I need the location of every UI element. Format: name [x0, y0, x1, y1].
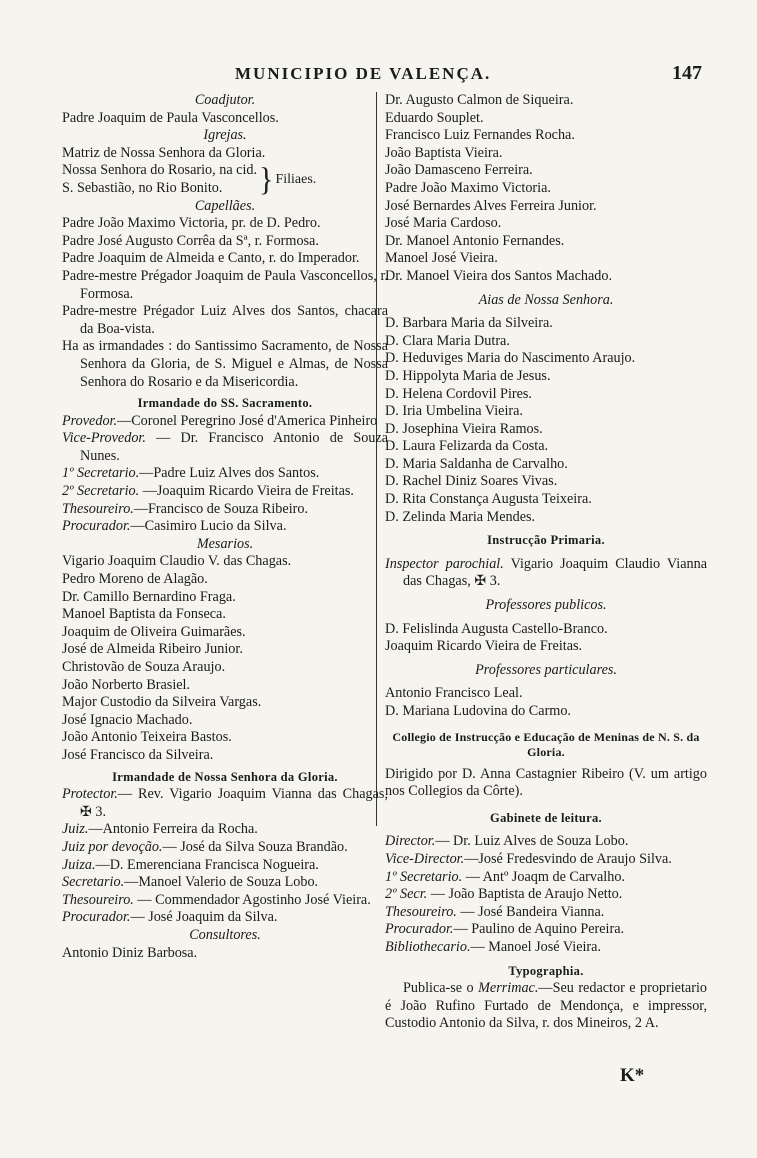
collegio-heading: Collegio de Instrucção e Educação de Meninas de N. S. da Gloria.	[392, 729, 700, 759]
irmandade-ss-entry	[62, 501, 388, 519]
gabinete-entry	[385, 869, 707, 887]
member-name: — Paulino de Aquino Pereira.	[453, 921, 625, 938]
collegio-text: Dirigido por D. Anna Castagnier Ribeiro (V. um artigo nos Collegios da Côrte).	[385, 765, 707, 800]
professor-item: D. Felislinda Augusta Castello-Branco.	[385, 620, 608, 637]
member-name: —Joaquim Ricardo Vieira de Freitas.	[139, 483, 354, 500]
member-name: —José Fredesvindo de Araujo Silva.	[464, 850, 672, 867]
instrucao-heading: Instrucção Primaria.	[487, 533, 605, 548]
member-name: —Francisco de Souza Ribeiro.	[133, 500, 309, 517]
coadjutor-name: Padre Joaquim de Paula Vasconcellos.	[62, 109, 279, 126]
mesario-item: Dr. Camillo Bernardino Fraga.	[62, 588, 236, 605]
role-label: 1º Secretario.	[385, 868, 463, 885]
typographia-text	[385, 980, 707, 1033]
member-name: — Antº Joaqm de Carvalho.	[462, 868, 625, 885]
consultor-item: Manoel José Vieira.	[385, 250, 498, 267]
irmandade-gloria-entry	[62, 839, 388, 857]
member-name: — Manoel José Vieira.	[470, 938, 602, 955]
member-name: —D. Emerenciana Francisca Nogueira.	[95, 856, 319, 873]
role-label: 2º Secr.	[385, 886, 428, 903]
consultor-item: José Bernardes Alves Ferreira Junior.	[385, 197, 597, 214]
consultor-item: Dr. Augusto Calmon de Siqueira.	[385, 92, 574, 108]
mesario-item: José de Almeida Ribeiro Junior.	[62, 641, 243, 658]
aia-item: D. Josephina Vieira Ramos.	[385, 420, 543, 437]
mesario-item: Pedro Moreno de Alagão.	[62, 571, 208, 588]
role-label: 1º Secretario.	[62, 465, 140, 482]
mesario-item: João Norberto Brasiel.	[62, 676, 191, 693]
aia-item: D. Heduviges Maria do Nascimento Araujo.	[385, 350, 636, 367]
right-column	[385, 92, 707, 1033]
role-label: Provedor.	[62, 412, 118, 429]
aia-item: D. Rachel Diniz Soares Vivas.	[385, 473, 558, 490]
prof-publicos-heading: Professores publicos.	[485, 597, 607, 614]
member-name: —Casimiro Lucio da Silva.	[130, 518, 287, 535]
gabinete-entry	[385, 921, 707, 939]
igreja-matriz: Matriz de Nossa Senhora da Gloria.	[62, 144, 266, 161]
capellao-item: Padre Joaquim de Almeida e Canto, r. do Imperador.	[62, 250, 360, 267]
role-label: Procurador.	[62, 518, 131, 535]
aia-item: D. Laura Felizarda da Costa.	[385, 438, 549, 455]
member-name: — Dr. Luiz Alves de Souza Lobo.	[435, 833, 629, 850]
capellaes-heading: Capellães.	[194, 197, 256, 214]
irmandade-ss-entry	[62, 465, 388, 483]
left-column	[62, 92, 388, 962]
member-name: — José Bandeira Vianna.	[456, 903, 605, 920]
consultor-item: Dr. Manoel Antonio Fernandes.	[385, 232, 565, 249]
role-label: Inspector parochial.	[385, 555, 504, 572]
mesario-item: Christovão de Souza Araujo.	[62, 659, 226, 675]
role-label: Thesoureiro.	[62, 891, 134, 908]
capellao-item: Padre-mestre Prégador Joaquim de Paula Vasconcellos, r. Formosa.	[62, 267, 388, 302]
aia-item: D. Hippolyta Maria de Jesus.	[385, 367, 551, 384]
member-name: — João Baptista de Araujo Netto.	[427, 886, 623, 903]
gabinete-entry	[385, 886, 707, 904]
gabinete-entry	[385, 939, 707, 957]
mesarios-heading: Mesarios.	[196, 535, 254, 552]
page-title: MUNICIPIO DE VALENÇA.	[235, 64, 492, 83]
member-name: — Dr. Francisco Antonio de Souza Nunes.	[80, 430, 388, 464]
coadjutor-heading: Coadjutor.	[194, 92, 256, 108]
brace-icon: }	[259, 161, 274, 198]
aia-item: D. Iria Umbelina Vieira.	[385, 403, 523, 420]
irmandade-gloria-entry	[62, 892, 388, 910]
filiaes-label: Filiaes.	[275, 172, 317, 188]
aia-item: D. Rita Constança Augusta Teixeira.	[385, 491, 592, 508]
gabinete-entry	[385, 904, 707, 922]
role-label: Secretario.	[62, 874, 125, 891]
igrejas-heading: Igrejas.	[203, 127, 247, 144]
aia-item: D. Barbara Maria da Silveira.	[385, 315, 553, 332]
irmandade-gloria-entry	[62, 786, 388, 821]
irmandade-ss-entry	[62, 413, 388, 431]
role-label: Vice-Director.	[385, 850, 465, 867]
aia-item: D. Clara Maria Dutra.	[385, 332, 510, 349]
role-label: Procurador.	[62, 909, 131, 926]
member-name: —Coronel Peregrino José d'America Pinheiro	[117, 412, 378, 429]
irmandade-ss-entry	[62, 518, 388, 536]
mesario-item: José Ignacio Machado.	[62, 711, 193, 728]
consultor-item: Eduardo Souplet.	[385, 109, 484, 126]
typographia-post: —Seu redactor e proprietario é João Rufino Furtado de Mendonça, e impressor, Custodio Antonio da Silva, r. dos Mineiros, 2 A.	[385, 980, 707, 1032]
consultor-item: Padre João Maximo Victoria.	[385, 179, 551, 196]
filiaes-group	[62, 162, 388, 197]
page-number: 147	[672, 62, 702, 84]
member-name: —Manoel Valerio de Souza Lobo.	[124, 874, 319, 891]
igreja-sebastiao: S. Sebastião, no Rio Bonito.	[62, 179, 223, 196]
irmandade-gloria-entry	[62, 857, 388, 875]
irmandade-gloria-entry	[62, 909, 388, 927]
newspaper-name: Merrimac.	[478, 980, 539, 997]
consultor-item: José Maria Cardoso.	[385, 215, 502, 232]
aias-heading: Aias de Nossa Senhora.	[478, 291, 614, 308]
consultor-item: João Baptista Vieira.	[385, 144, 503, 161]
role-label: Thesoureiro.	[62, 500, 134, 517]
member-name: —Antonio Ferreira da Rocha.	[88, 821, 258, 838]
role-label: Juiza.	[62, 856, 96, 873]
role-label: Protector.	[62, 786, 118, 803]
capellao-item: Padre João Maximo Victoria, pr. de D. Pedro.	[62, 215, 321, 232]
role-label: 2º Secretario.	[62, 483, 140, 500]
consultor-item: Antonio Diniz Barbosa.	[62, 944, 198, 961]
mesario-item: Vigario Joaquim Claudio V. das Chagas.	[62, 553, 292, 570]
mesario-item: Joaquim de Oliveira Guimarães.	[62, 623, 246, 640]
gabinete-entry	[385, 833, 707, 851]
professor-item: D. Mariana Ludovina do Carmo.	[385, 703, 571, 719]
irmandade-ss-heading: Irmandade do SS. Sacramento.	[137, 396, 313, 411]
consultor-item: Dr. Manoel Vieira dos Santos Machado.	[385, 267, 613, 284]
consultor-item: João Damasceno Ferreira.	[385, 162, 533, 179]
role-label: Vice-Provedor.	[62, 430, 146, 447]
irmandade-ss-entry	[62, 430, 388, 465]
mesario-item: Major Custodio da Silveira Vargas.	[62, 694, 262, 711]
capellao-item: Padre-mestre Prégador Luiz Alves dos Santos, chacara da Boa-vista.	[62, 303, 388, 337]
page-header	[0, 60, 757, 90]
professor-item: Antonio Francisco Leal.	[385, 685, 523, 702]
mesario-item: João Antonio Teixeira Bastos.	[62, 729, 232, 746]
prof-particulares-heading: Professores particulares.	[475, 661, 617, 678]
irmandade-gloria-entry	[62, 874, 388, 892]
consultor-item: Francisco Luiz Fernandes Rocha.	[385, 127, 575, 144]
irmandade-gloria-heading: Irmandade de Nossa Senhora da Gloria.	[112, 769, 338, 784]
signature-mark: K*	[620, 1065, 645, 1086]
role-label: Juiz.	[62, 821, 89, 838]
aia-item: D. Helena Cordovil Pires.	[385, 385, 532, 402]
professor-item: Joaquim Ricardo Vieira de Freitas.	[385, 638, 583, 655]
typographia-pre: Publica-se o	[403, 980, 479, 997]
member-name: — Commendador Agostinho José Vieira.	[133, 891, 371, 908]
role-label: Director.	[385, 833, 436, 850]
member-name: —Padre Luiz Alves dos Santos.	[139, 465, 320, 482]
member-name: — José Joaquim da Silva.	[130, 909, 278, 926]
consultores-heading: Consultores.	[189, 926, 261, 943]
typographia-heading: Typographia.	[508, 963, 584, 978]
member-name: — José da Silva Souza Brandão.	[162, 838, 348, 855]
gabinete-entry	[385, 851, 707, 869]
inspector-entry	[385, 556, 707, 591]
aia-item: D. Maria Saldanha de Carvalho.	[385, 455, 568, 472]
role-label: Thesoureiro.	[385, 903, 457, 920]
irmandade-ss-entry	[62, 483, 388, 501]
mesario-item: Manoel Baptista da Fonseca.	[62, 606, 226, 623]
gabinete-heading: Gabinete de leitura.	[490, 810, 602, 825]
member-name: — Rev. Vigario Joaquim Vianna das Chagas, ✠ 3.	[80, 786, 388, 820]
role-label: Procurador.	[385, 921, 454, 938]
role-label: Juiz por devoção.	[62, 838, 163, 855]
irmandades-note: Ha as irmandades : do Santissimo Sacramento, de Nossa Senhora da Gloria, de S. Miguel e Almas, de Nossa Senhora do Rosario e da Misericordia.	[62, 338, 388, 390]
aia-item: D. Zelinda Maria Mendes.	[385, 508, 536, 525]
mesario-item: José Francisco da Silveira.	[62, 746, 214, 763]
role-label: Bibliothecario.	[385, 938, 471, 955]
member-name: Vigario Joaquim Claudio Vianna das Chagas, ✠ 3.	[403, 555, 708, 590]
irmandade-gloria-entry	[62, 821, 388, 839]
capellao-item: Padre José Augusto Corrêa da Sª, r. Formosa.	[62, 232, 319, 249]
igreja-rosario: Nossa Senhora do Rosario, na cid.	[62, 162, 258, 179]
